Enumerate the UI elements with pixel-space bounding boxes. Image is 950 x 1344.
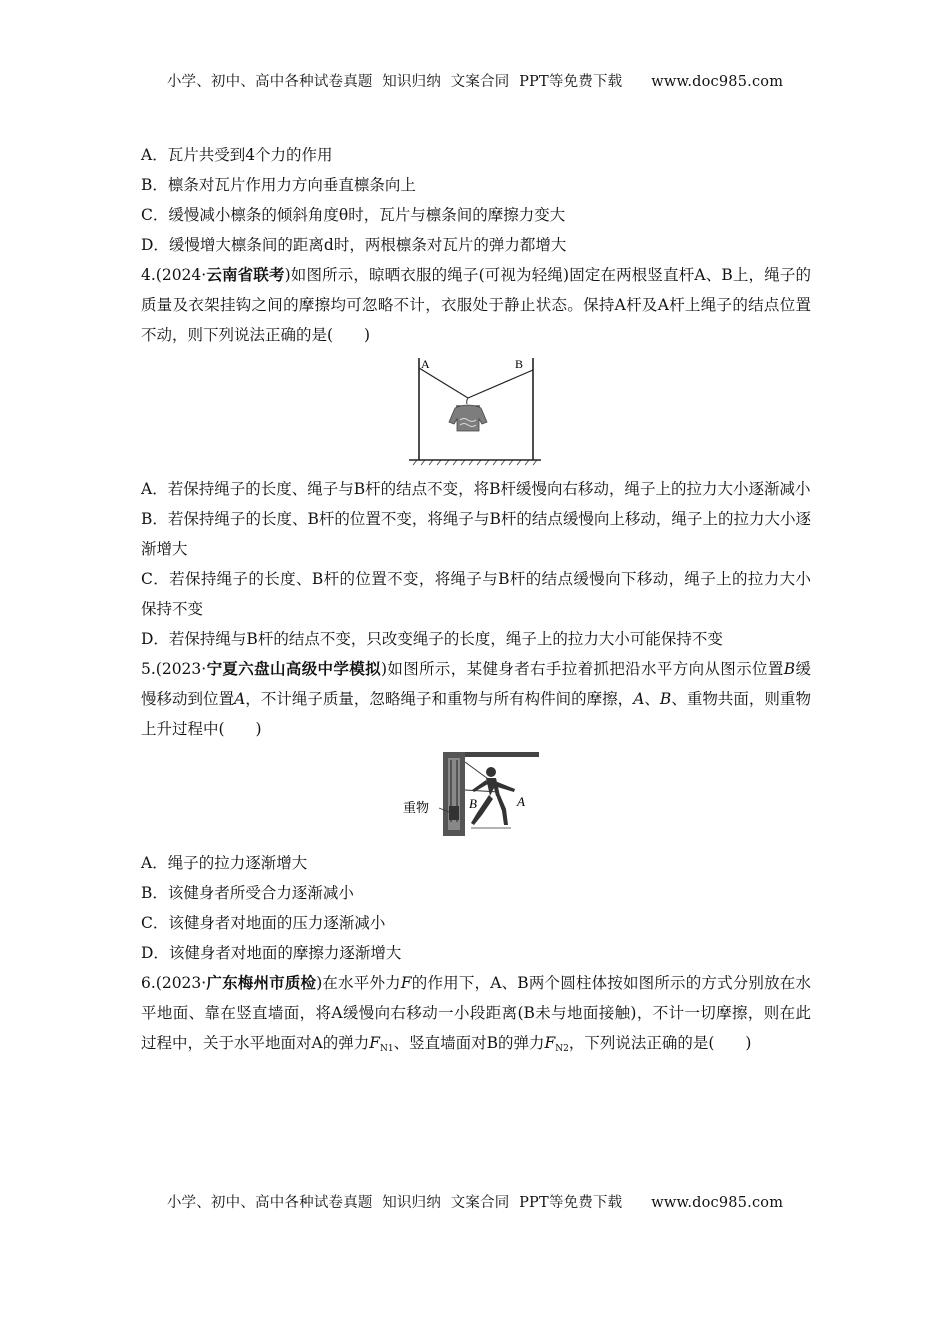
- q5-var-a2: A: [633, 690, 645, 708]
- q5-text-b: 缓慢移动到位置: [141, 660, 811, 708]
- q6-fn2-sub: N2: [555, 1044, 569, 1054]
- q6-fn2: F: [544, 1034, 556, 1052]
- q5-option-d: D．该健身者对地面的摩擦力逐渐增大: [141, 944, 402, 962]
- q4-option-b: B．若保持绳子的长度、B杆的位置不变，将绳子与B杆的结点缓慢向上移动，绳子上的拉力大小逐渐增大: [141, 510, 811, 558]
- q5-option-c: C．该健身者对地面的压力逐渐减小: [141, 914, 386, 932]
- fitness-diagram: [403, 750, 543, 838]
- q3-option-b: B．檩条对瓦片作用力方向垂直檩条向上: [141, 176, 416, 194]
- q5-stem: [141, 654, 811, 744]
- q4-option-c: C．若保持绳子的长度、B杆的位置不变，将绳子与B杆的结点缓慢向下移动，绳子上的拉力大小保持不变: [141, 570, 811, 618]
- q5-sep: 、: [644, 690, 660, 708]
- fitness-figure: [403, 750, 543, 838]
- q5-number: 5.(2023·: [141, 660, 207, 678]
- q3-option-d: D．缓慢增大檩条间的距离d时，两根檩条对瓦片的弹力都增大: [141, 236, 567, 254]
- q6-var-f: F: [400, 974, 412, 992]
- q5-var-b: B: [783, 660, 796, 678]
- clothesline-figure: [407, 354, 541, 466]
- q4-stem: [141, 260, 811, 350]
- q6-number: 6.(2023·: [141, 974, 207, 992]
- weight-label: 重物: [403, 801, 430, 816]
- q6-stem: [141, 968, 811, 1064]
- athlete-silhouette: [471, 767, 515, 825]
- q4-number: 4.(2024·: [141, 266, 207, 284]
- sweater-icon: [449, 398, 487, 431]
- page-content: [141, 140, 811, 1064]
- q4-option-d: D．若保持绳与B杆的结点不变，只改变绳子的长度，绳子上的拉力大小可能保持不变: [141, 630, 723, 648]
- q5-source: 宁夏六盘山高级中学模拟: [206, 659, 381, 678]
- q5-text-d: 、重物共面，则重物上升过程中( ): [141, 690, 811, 738]
- q6-text-a: )在水平外力: [316, 974, 401, 992]
- label-b: B: [515, 357, 524, 371]
- q5-text-c: ，不计绳子质量，忽略绳子和重物与所有构件间的摩擦，: [245, 690, 634, 708]
- q6-text-c: 、竖直墙面对B的弹力: [393, 1034, 545, 1052]
- q3-option-c: C．缓慢减小檩条的倾斜角度θ时，瓦片与檩条间的摩擦力变大: [141, 206, 566, 224]
- ground-hatch: [413, 460, 537, 465]
- q5-text-a: )如图所示，某健身者右手拉着抓把沿水平方向从图示位置: [380, 660, 784, 678]
- weight-stack: [449, 806, 459, 820]
- q6-source: 广东梅州市质检: [206, 973, 317, 992]
- cable-lower: [465, 790, 499, 792]
- q3-option-a: A．瓦片共受到4个力的作用: [141, 146, 333, 164]
- position-b-label: B: [469, 796, 477, 811]
- page-footer: 小学、初中、高中各种试卷真题 知识归纳 文案合同 PPT等免费下载 www.doc985.com: [166, 1195, 784, 1211]
- q5-option-b: B．该健身者所受合力逐渐减小: [141, 884, 354, 902]
- position-a-label: A: [517, 794, 525, 809]
- page-header: 小学、初中、高中各种试卷真题 知识归纳 文案合同 PPT等免费下载 www.doc985.com: [166, 74, 784, 90]
- q5-option-a: A．绳子的拉力逐渐增大: [141, 854, 308, 872]
- q5-var-b2: B: [659, 690, 672, 708]
- q4-option-a: A．若保持绳子的长度、绳子与B杆的结点不变，将B杆缓慢向右移动，绳子上的拉力大小逐渐减小: [141, 480, 811, 498]
- rope: [419, 368, 533, 398]
- q5-var-a: A: [234, 690, 246, 708]
- q6-text-b: 的作用下，A、B两个圆柱体按如图所示的方式分别放在水平地面、靠在竖直墙面，将A缓慢向右移动一小段距离(B未与地面接触)，不计一切摩擦，则在此过程中，关于水平地面对A的弹力: [141, 974, 811, 1052]
- q6-fn1: F: [369, 1034, 380, 1052]
- q4-source: 云南省联考: [206, 265, 285, 284]
- q4-text: )如图所示，晾晒衣服的绳子(可视为轻绳)固定在两根竖直杆A、B上，绳子的质量及衣架挂钩之间的摩擦均可忽略不计，衣服处于静止状态。保持A杆及A杆上绳子的结点位置不动，则下列说法正确的是( ): [141, 266, 811, 344]
- q6-text-d: ，下列说法正确的是( ): [568, 1034, 752, 1052]
- label-a: A: [421, 357, 430, 371]
- q6-fn1-sub: N1: [379, 1044, 394, 1054]
- clothesline-diagram: [407, 354, 541, 466]
